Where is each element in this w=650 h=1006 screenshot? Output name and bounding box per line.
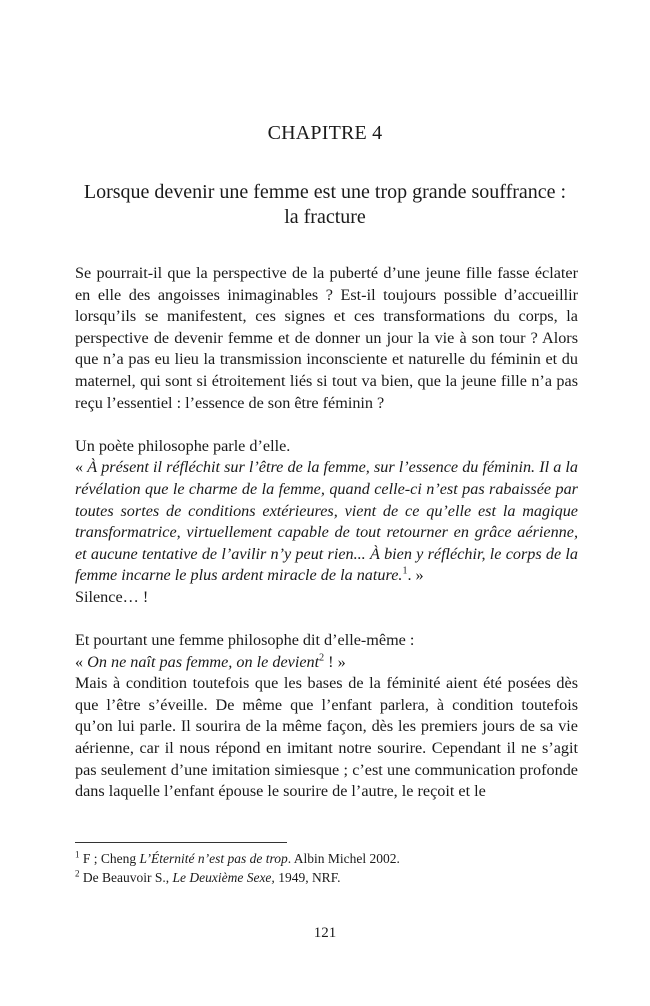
quote-close-mark: . »	[407, 566, 424, 585]
footnote-ref-1[interactable]: 1	[402, 565, 408, 577]
quote-close-mark: ! »	[324, 652, 346, 671]
footnote-1-number: 1	[75, 849, 80, 860]
quote-open-mark: «	[75, 652, 88, 671]
footnote-1-publisher: . Albin Michel 2002.	[287, 851, 400, 866]
footnote-1-author: F ; Cheng	[79, 851, 140, 866]
footnote-2-author: De Beauvoir S.,	[79, 870, 173, 885]
philosopher-quote	[75, 652, 578, 674]
footnote-1	[75, 849, 578, 868]
footnote-2	[75, 868, 578, 887]
chapter-title-line-2: la fracture	[284, 206, 366, 228]
paragraph-3-body: Mais à condition toutefois que les bases de la féminité aient été posées dès que l’être s’éveille. De même que l’enfant parlera, à condition toutefois qu’on lui parle. Il sourira de la même façon, dès les premiers jours de sa vie aérienne, car il nous répond en imitant notre sourire. Cependant il ne s’agit pas seulement d’une imitation simiesque ; c’est une communication profonde dans laquelle l’enfant épouse le sourire de l’autre, le reçoit et le	[75, 674, 578, 801]
footnote-separator	[75, 842, 287, 843]
chapter-title	[60, 180, 590, 230]
quote-open-mark: «	[75, 458, 88, 477]
poet-intro: Un poète philosophe parle d’elle.	[75, 436, 291, 455]
footnote-2-title: Le Deuxième Sexe,	[172, 870, 275, 885]
body-text	[75, 263, 578, 803]
poet-quote-text: À présent il réfléchit sur l’être de la femme, sur l’essence du féminin. Il a la révélation que le charme de la femme, quand celle-ci n’est pas rabaissée par toutes sortes de conditions extérieures, vient de ce qu’elle est la magique transformatrice, virtuellement capable de tout retourner en grâce aérienne, et aucune tentative de l’avilir n’y peut rien... À bien y réfléchir, le corps de la femme incarne le plus ardent miracle de la nature.	[75, 458, 578, 585]
paragraph-1: Se pourrait-il que la perspective de la puberté d’une jeune fille fasse éclater en elle des angoisses inimaginables ? Est-il toujours possible d’accueillir lorsqu’ils se manifestent, ces signes et ces transformations du corps, la perspective de devenir femme et de donner un jour la vie à son tour ? Alors que n’a pas eu lieu la transmission inconsciente et naturelle du féminin et du maternel, qui sont si étroitement liés si tout va bien, que la jeune fille n’a pas reçu l’essentiel : l’essence de son être féminin ?	[75, 264, 578, 412]
chapter-heading: CHAPITRE 4	[267, 122, 383, 144]
footnote-2-publisher: 1949, NRF.	[274, 870, 341, 885]
silence-line: Silence… !	[75, 587, 149, 606]
poet-quote	[75, 457, 578, 587]
footnotes	[75, 849, 578, 887]
footnote-2-number: 2	[75, 868, 80, 879]
chapter-title-line-1: Lorsque devenir une femme est une trop grande souffrance :	[83, 181, 567, 203]
philosopher-intro: Et pourtant une femme philosophe dit d’elle-même :	[75, 631, 415, 650]
footnote-ref-2[interactable]: 2	[319, 652, 325, 664]
footnote-1-title: L’Éternité n’est pas de trop	[139, 851, 288, 866]
philosopher-quote-text: On ne naît pas femme, on le devient	[87, 652, 320, 671]
page-number: 121	[313, 925, 337, 941]
